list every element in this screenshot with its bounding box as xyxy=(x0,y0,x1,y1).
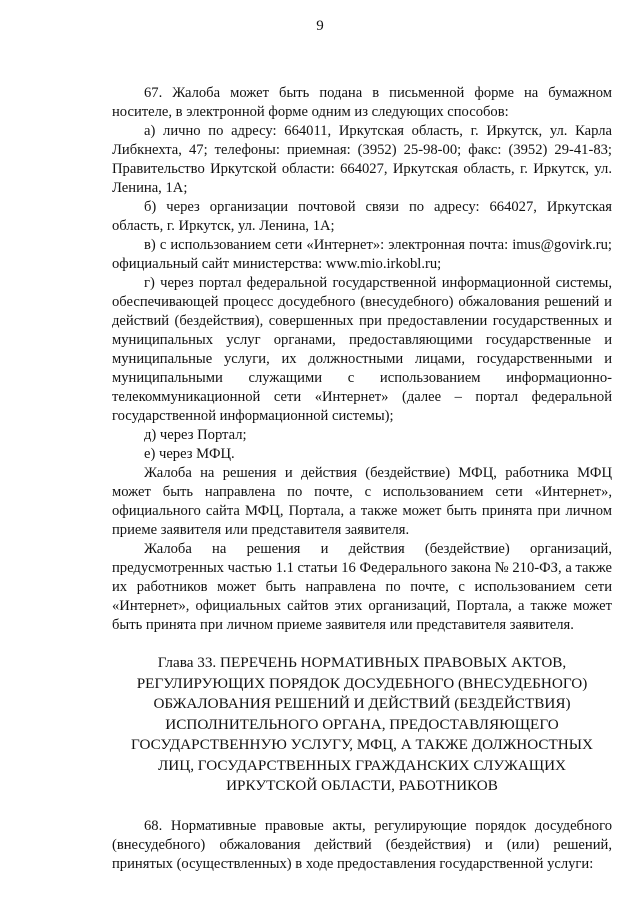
paragraph-67-intro: 67. Жалоба может быть подана в письменной форме на бумажном носителе, в электронной форме одним из следующих способов: xyxy=(112,85,612,120)
paragraph-option-a: а) лично по адресу: 664011, Иркутская область, г. Иркутск, ул. Карла Либкнехта, 47; телефоны: приемная: (3952) 25-98-00; факс: (3952) 29-41-83; Правительство Иркутской области: 664027, Иркутская область, г. Иркутск, ул. Ленина, 1А; xyxy=(112,123,612,196)
paragraph-mfc-complaint: Жалоба на решения и действия (бездействие) МФЦ, работника МФЦ может быть направлена по почте, с использованием сети «Интернет», официального сайта МФЦ, Портала, а также может быть принята при личном приеме заявителя или представителя заявителя. xyxy=(112,465,612,538)
chapter-title: Глава 33. ПЕРЕЧЕНЬ НОРМАТИВНЫХ ПРАВОВЫХ АКТОВ, РЕГУЛИРУЮЩИХ ПОРЯДОК ДОСУДЕБНОГО (ВНЕСУДЕБНОГО) ОБЖАЛОВАНИЯ РЕШЕНИЙ И ДЕЙСТВИЙ (БЕЗДЕЙСТВИЯ) ИСПОЛНИТЕЛЬНОГО ОРГАНА, ПРЕДОСТАВЛЯЮЩЕГО ГОСУДАРСТВЕННУЮ УСЛУГУ, МФЦ, А ТАКЖЕ ДОЛЖНОСТНЫХ ЛИЦ, ГОСУДАРСТВЕННЫХ ГРАЖДАНСКИХ СЛУЖАЩИХ ИРКУТСКОЙ ОБЛАСТИ, РАБОТНИКОВ xyxy=(131,654,593,794)
paragraph-option-v: в) с использованием сети «Интернет»: электронная почта: imus@govirk.ru; официальный сайт министерства: www.mio.irkobl.ru; xyxy=(112,237,612,272)
paragraph-option-d: д) через Портал; xyxy=(144,427,247,443)
paragraph-option-g: г) через портал федеральной государственной информационной системы, обеспечивающей процесс досудебного (внесудебного) обжалования решений и действий (бездействия), совершенных при предоставлении государственных и муниципальных услуг органами, предоставляющими государственные и муниципальные услуги, их должностными лицами, государственными и муниципальными служащими с использованием информационно-телекоммуникационной сети «Интернет» (далее – портал федеральной государственной информационной системы); xyxy=(112,275,612,424)
document-body xyxy=(112,84,612,874)
paragraph-option-b: б) через организации почтовой связи по адресу: 664027, Иркутская область, г. Иркутск, ул. Ленина, 1А; xyxy=(112,199,612,234)
page-number: 9 xyxy=(316,18,324,34)
paragraph-option-e: е) через МФЦ. xyxy=(144,446,235,462)
paragraph-68: 68. Нормативные правовые акты, регулирующие порядок досудебного (внесудебного) обжалования действий (бездействия) и (или) решений, принятых (осуществленных) в ходе предоставления государственной услуги: xyxy=(112,817,612,872)
paragraph-organizations-complaint: Жалоба на решения и действия (бездействие) организаций, предусмотренных частью 1.1 статьи 16 Федерального закона № 210-ФЗ, а также их работников может быть направлена по почте, с использованием сети «Интернет», официальных сайтов этих организаций, Портала, а также может быть принята при личном приеме заявителя или представителя заявителя. xyxy=(112,541,612,633)
